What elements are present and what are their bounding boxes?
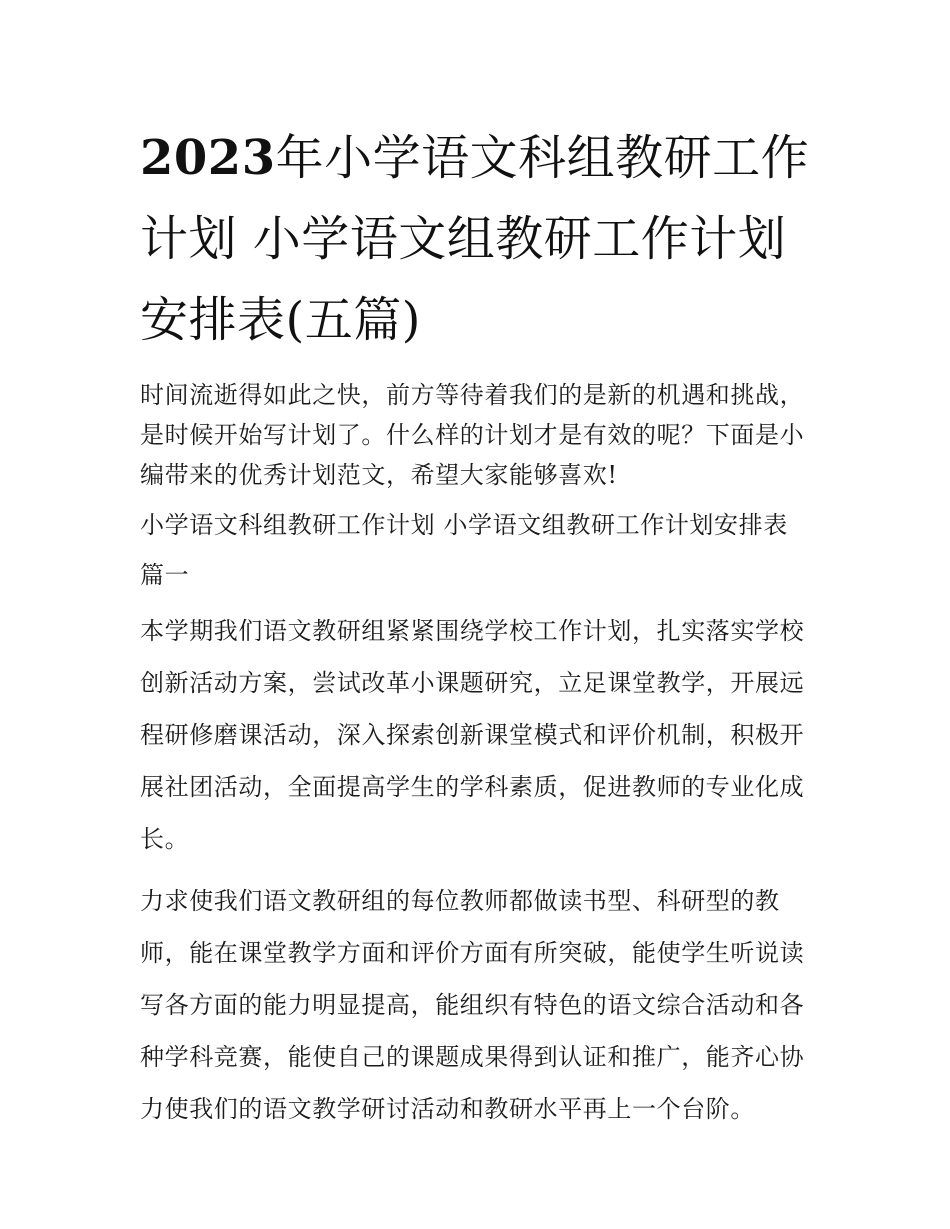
body-paragraph-1: 本学期我们语文教研组紧紧围绕学校工作计划，扎实落实学校创新活动方案，尝试改革小课题研究，立足课堂教学，开展远程研修磨课活动，深入探索创新课堂模式和评价机制，积极开展社团活动，全面提高学生的学科素质，促进教师的专业化成长。 — [140, 617, 805, 853]
intro-paragraph: 时间流逝得如此之快，前方等待着我们的是新的机遇和挑战，是时候开始写计划了。什么样的计划才是有效的呢？下面是小编带来的优秀计划范文，希望大家能够喜欢! — [140, 381, 805, 489]
section-label: 篇一 — [140, 561, 190, 589]
title-year: 2023 — [140, 130, 276, 186]
document-title — [140, 118, 815, 361]
title-text: 年小学语文科组教研工作计划 小学语文组教研工作计划安排表(五篇) — [140, 130, 810, 348]
section-title: 小学语文科组教研工作计划 小学语文组教研工作计划安排表 — [140, 511, 788, 539]
document-content — [140, 118, 815, 1135]
body-paragraph-2: 力求使我们语文教研组的每位教师都做读书型、科研型的教师，能在课堂教学方面和评价方面有所突破，能使学生听说读写各方面的能力明显提高，能组织有特色的语文综合活动和各种学科竞赛，能使自己的课题成果得到认证和推广，能齐心协力使我们的语文教学研讨活动和教研水平再上一个台阶。 — [140, 887, 805, 1123]
